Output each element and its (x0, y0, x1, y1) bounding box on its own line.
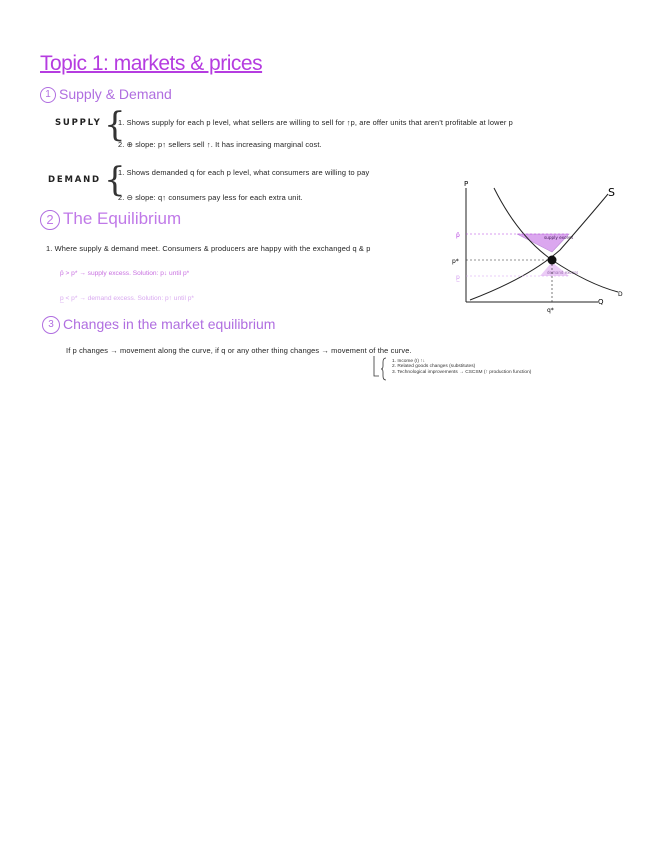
q-star-label: q* (547, 307, 554, 314)
p-star-label: p* (452, 258, 459, 265)
supply-demand-graph (448, 178, 633, 318)
equilibrium-line-1: 1. Where supply & demand meet. Consumers & producers are happy with the exchanged q & p (46, 244, 371, 253)
demand-excess-label: demand excess (547, 270, 579, 275)
changes-brace (370, 356, 390, 382)
equilibrium-point (548, 256, 557, 265)
demand-line-1: 1. Shows demanded q for each p level, what consumers are willing to pay (118, 168, 370, 177)
section-number: 1 (40, 87, 56, 103)
p-axis-label: P (464, 180, 469, 188)
supply-excess-label: supply excess (544, 235, 574, 240)
section-heading-equilibrium: 2 The Equilibrium (40, 209, 181, 230)
changes-line-1: If p changes → movement along the curve, if q or any other thing changes → movement of the curve. (66, 346, 412, 355)
supply-curve-label: S (608, 186, 615, 199)
section-number: 3 (42, 316, 60, 334)
page-title: Topic 1: markets & prices (40, 52, 263, 75)
supply-excess-note: p̄ > p* → supply excess. Solution: p↓ until p* (60, 270, 190, 277)
demand-brace: { (104, 160, 126, 200)
supply-brace: { (104, 105, 126, 145)
changes-sub-list (392, 359, 531, 375)
supply-line-2: 2. ⊕ slope: p↑ sellers sell ↑. It has increasing marginal cost. (118, 140, 322, 149)
q-axis-label: Q (598, 298, 604, 306)
p-high-label: p̄ (456, 232, 460, 239)
section-heading-supply-demand: 1 Supply & Demand (40, 86, 172, 103)
brace-drawing (370, 356, 390, 382)
list-item: 1. Income (I) ↑↓ (392, 359, 426, 364)
supply-line-1: 1. Shows supply for each p level, what sellers are willing to sell for ↑p, are offer units that aren't profitable at lower p (118, 118, 513, 127)
section-number: 2 (40, 210, 60, 230)
demand-excess-note: p̲ < p* → demand excess. Solution: p↑ until p* (60, 295, 194, 302)
list-item: 3. Technological improvements → CSCSM (↑ production function) (392, 369, 532, 375)
supply-label: SUPPLY (55, 118, 102, 128)
demand-line-2: 2. ⊖ slope: q↑ consumers pay less for each extra unit. (118, 193, 303, 202)
p-low-label: p̲ (456, 274, 460, 281)
demand-label: DEMAND (48, 175, 101, 185)
supply-curve (470, 194, 608, 300)
section-heading-changes: 3 Changes in the market equilibrium (42, 316, 275, 334)
list-item: 2. Related goods changes (substitutes) (392, 364, 476, 370)
demand-curve-label: D (618, 291, 623, 298)
